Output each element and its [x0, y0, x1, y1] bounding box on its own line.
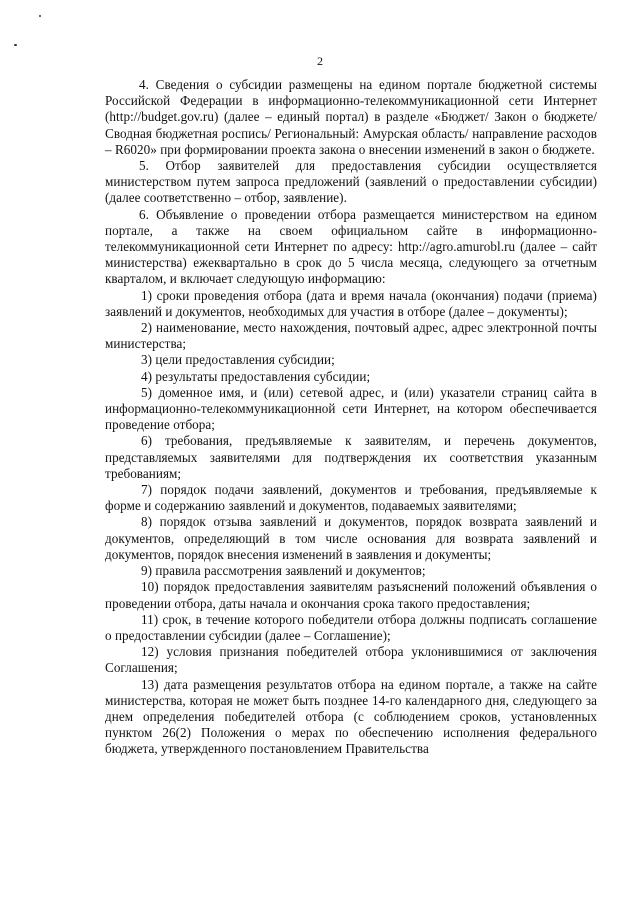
- document-body: [105, 77, 597, 758]
- list-item: 13) дата размещения результатов отбора на едином портале, а также на сайте министерства, которая не может быть позднее 14-го календарного дня, следующего за днем определения победителей отбора (с соблюдением сроков, установленных пунктом 26(2) Положения о мерах по обеспечению исполнения федерального бюджета, утвержденного постановлением Правительства: [105, 676, 597, 757]
- list-item: 3) цели предоставления субсидии;: [141, 352, 335, 368]
- paragraph-5: 5. Отбор заявителей для предоставления субсидии осуществляется министерством путем запроса предложений (заявлений о предоставлении субсидии) (далее соответственно – отбор, заявление).: [105, 158, 597, 206]
- scan-speck: [14, 44, 17, 46]
- list-item: 9) правила рассмотрения заявлений и документов;: [141, 563, 426, 579]
- list-item: 1) сроки проведения отбора (дата и время начала (окончания) подачи (приема) заявлений и документов, необходимых для участия в отборе (далее – документы);: [105, 287, 597, 319]
- paragraph-6: 6. Объявление о проведении отбора размещается министерством на едином портале, а также на своем официальном сайте в информационно-телекоммуникационной сети Интернет по адресу: http://agro.amurobl.ru (далее – сайт министерства) ежеквартально в срок до 5 числа месяца, следующего за отчетным кварталом, и включает следующую информацию:: [105, 206, 597, 287]
- list-item: 10) порядок предоставления заявителям разъяснений положений объявления о проведении отбора, даты начала и окончания срока такого предоставления;: [105, 579, 597, 611]
- paragraph-4: 4. Сведения о субсидии размещены на едином портале бюджетной системы Российской Федерации в информационно-телекоммуникационной сети Интернет (http://budget.gov.ru) (далее – единый портал) в разделе «Бюджет/ Закон о бюджете/ Сводная бюджетная роспись/ Региональный: Амурская область/ направление расходов – R6020» при формировании проекта закона о внесении изменений в закон о бюджете.: [105, 77, 597, 157]
- list-item: 2) наименование, место нахождения, почтовый адрес, адрес электронной почты министерства;: [105, 320, 597, 352]
- scan-speck: [39, 15, 41, 17]
- list-item: 8) порядок отзыва заявлений и документов, порядок возврата заявлений и документов, определяющий в том числе основания для возврата заявлений и документов, порядок внесения изменений в заявления и документы;: [105, 514, 597, 562]
- list-item: 4) результаты предоставления субсидии;: [141, 368, 371, 384]
- page-number: 2: [317, 54, 323, 68]
- list-item: 12) условия признания победителей отбора уклонившимися от заключения Соглашения;: [105, 644, 597, 676]
- list-item: 5) доменное имя, и (или) сетевой адрес, и (или) указатели страниц сайта в информационно-телекоммуникационной сети Интернет, на котором обеспечивается проведение отбора;: [105, 384, 597, 433]
- list-item: 7) порядок подачи заявлений, документов и требования, предъявляемые к форме и содержанию заявлений и документов, подаваемых заявителями;: [105, 482, 597, 514]
- list-item: 6) требования, предъявляемые к заявителям, и перечень документов, представляемых заявителями для подтверждения их соответствия указанным требованиям;: [105, 433, 597, 481]
- list-item: 11) срок, в течение которого победители отбора должны подписать соглашение о предоставлении субсидии (далее – Соглашение);: [105, 611, 597, 643]
